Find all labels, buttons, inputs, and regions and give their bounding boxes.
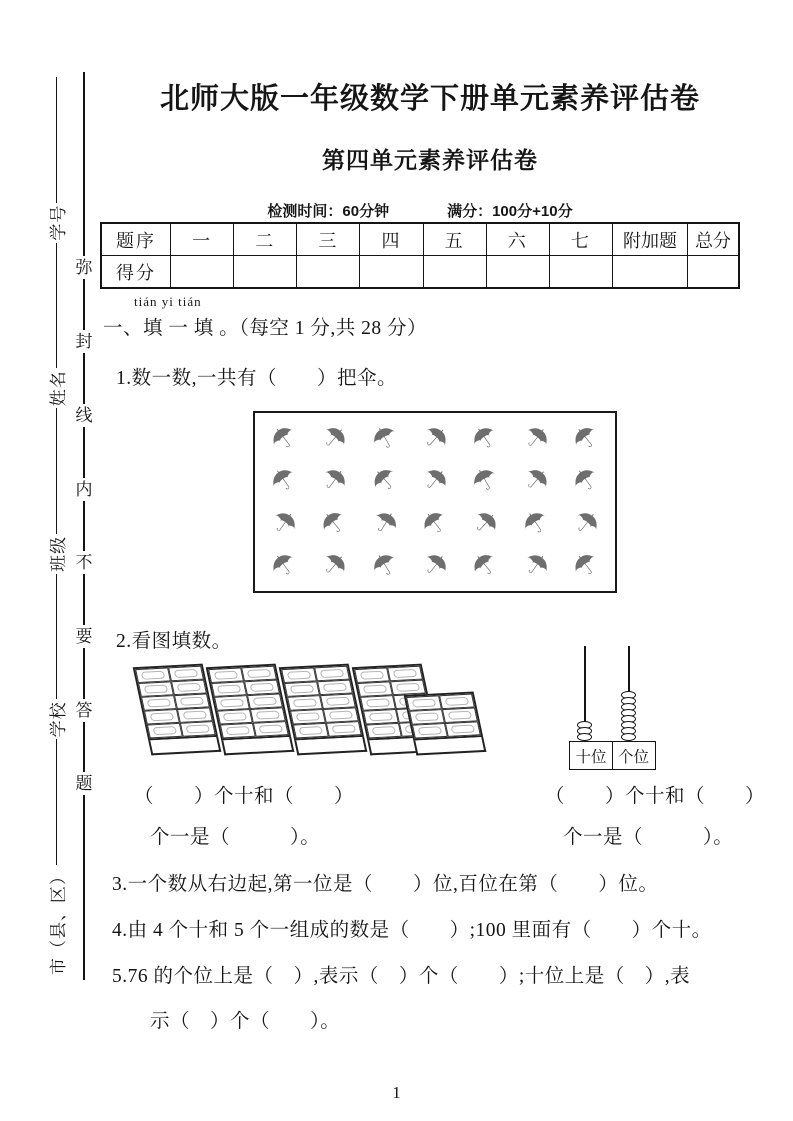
umbrella-cell (259, 417, 309, 460)
seal-field-blank-line (56, 408, 57, 534)
umbrella-cell (309, 460, 359, 503)
umbrella-icon: ☂ (515, 543, 557, 587)
seal-fields-column (38, 75, 74, 975)
block-cube (293, 723, 329, 739)
umbrella-icon: ☂ (514, 501, 556, 545)
score-cell-4 (360, 256, 423, 289)
seal-line-segment (83, 501, 85, 552)
seal-field-label: 市（县、区） (48, 867, 68, 975)
umbrella-icon: ☂ (414, 458, 457, 502)
block-cube (366, 723, 402, 739)
umbrella-icon: ☂ (364, 501, 406, 545)
score-cell-5 (423, 256, 486, 289)
umbrella-icon: ☂ (464, 416, 506, 460)
seal-char: 封 (75, 332, 93, 352)
score-col-6: 六 (486, 223, 549, 256)
umbrella-cell (410, 502, 460, 545)
abacus-bead (621, 733, 636, 741)
umbrella-cell (259, 545, 309, 588)
seal-char: 弥 (75, 258, 93, 278)
score-table-header-row (101, 223, 739, 256)
umbrella-cell (360, 545, 410, 588)
block-front-face (148, 737, 221, 756)
score-table-score-row (101, 256, 739, 289)
score-col-7: 七 (549, 223, 612, 256)
score-col-9: 总分 (688, 223, 740, 256)
seal-field-blank-line (56, 77, 57, 203)
score-col-2: 二 (234, 223, 297, 256)
block-cube (180, 721, 216, 737)
umbrella-icon: ☂ (263, 416, 305, 460)
score-cell-6 (486, 256, 549, 289)
score-table (100, 222, 740, 289)
umbrella-icon: ☂ (464, 543, 506, 587)
umbrella-icon: ☂ (564, 543, 607, 587)
block-cube (220, 723, 256, 739)
page-number: 1 (392, 1083, 401, 1102)
block-top-face (279, 664, 364, 741)
question-5-text-line2: 示（ ）个（ ）。 (150, 1011, 341, 1032)
score-cell-8 (613, 256, 688, 289)
umbrella-cell (259, 460, 309, 503)
question-4-text: 4.由 4 个十和 5 个一组成的数是（ ）;100 里面有（ ）个十。 (112, 920, 712, 941)
umbrella-cell (259, 502, 309, 545)
seal-line-segment (83, 648, 85, 699)
score-cell-2 (234, 256, 297, 289)
block-cube (253, 721, 289, 737)
score-col-5: 五 (423, 223, 486, 256)
base-ten-blocks-figure (142, 663, 487, 763)
umbrella-icon: ☂ (364, 544, 405, 587)
q2-right-blank-line1: （ ）个十和（ ） (545, 786, 766, 807)
seal-char: 内 (75, 479, 93, 499)
umbrella-cell (410, 460, 460, 503)
block-top-face (206, 664, 291, 741)
score-col-3: 三 (297, 223, 360, 256)
umbrella-cell (360, 502, 410, 545)
seal-field-blank-line (56, 243, 57, 369)
umbrella-icon: ☂ (465, 459, 505, 502)
umbrella-cell (410, 545, 460, 588)
umbrella-cell (460, 417, 510, 460)
block-cube (147, 723, 183, 739)
umbrella-icon: ☂ (364, 416, 405, 460)
umbrella-icon: ☂ (565, 458, 607, 502)
time-limit-label: 检测时间：60分钟 (267, 203, 390, 220)
q2-left-blank-line1: （ ）个十和（ ） (134, 786, 355, 807)
umbrella-cell (510, 545, 560, 588)
umbrella-icon: ☂ (414, 543, 457, 587)
score-col-8: 附加题 (613, 223, 688, 256)
score-col-1: 一 (171, 223, 234, 256)
abacus-tens-beads (577, 721, 593, 739)
block-top-face (404, 691, 484, 740)
umbrella-icon: ☂ (514, 458, 557, 502)
seal-line (74, 72, 94, 980)
block-front-face (413, 737, 486, 756)
umbrella-icon: ☂ (464, 501, 507, 545)
seal-char: 不 (75, 553, 93, 573)
seal-char: 题 (75, 774, 93, 794)
umbrella-cell (360, 417, 410, 460)
page-title: 北师大版一年级数学下册单元素养评估卷 (159, 83, 700, 115)
score-cell-3 (297, 256, 360, 289)
score-col-4: 四 (360, 223, 423, 256)
exam-subtitle: 第四单元素养评估卷 (322, 147, 538, 173)
umbrella-icon: ☂ (263, 543, 305, 587)
abacus-figure (556, 646, 668, 770)
block-front-face (221, 737, 294, 756)
seal-field-label: 姓名 (48, 370, 68, 407)
umbrella-cell (561, 502, 611, 545)
question-3-text: 3.一个数从右边起,第一位是（ ）位,百位在第（ ）位。 (112, 874, 659, 895)
umbrella-icon: ☂ (565, 501, 607, 545)
seal-field-blank-line (56, 574, 57, 700)
seal-line-segment (83, 279, 85, 330)
umbrella-cell (309, 502, 359, 545)
umbrella-cell (309, 417, 359, 460)
umbrella-icon: ☂ (414, 416, 457, 460)
block-cube (326, 721, 362, 737)
umbrella-figure (253, 411, 617, 593)
umbrella-cell (561, 460, 611, 503)
umbrella-cell (309, 545, 359, 588)
seal-line-segment (83, 722, 85, 773)
block-cube (445, 721, 481, 737)
score-cell-7 (549, 256, 612, 289)
block-cube (412, 723, 448, 739)
ones-block (404, 691, 487, 755)
seal-line-segment (83, 795, 85, 979)
question-1-text: 1.数一数,一共有（ ）把伞。 (116, 368, 398, 389)
abacus-ones-beads (621, 691, 637, 739)
question-2-text: 2.看图填数。 (116, 631, 232, 652)
umbrella-icon: ☂ (313, 543, 356, 587)
seal-char: 要 (75, 627, 93, 647)
seal-line-segment (83, 72, 85, 256)
ones-place-label: 个位 (612, 741, 656, 770)
seal-field-blank-line (56, 739, 57, 865)
pinyin-annotation: tián yi tián (134, 294, 202, 309)
block-top-face (133, 664, 218, 741)
abacus-bead (577, 733, 592, 741)
seal-field-label: 学校 (48, 701, 68, 738)
umbrella-icon: ☂ (413, 501, 456, 545)
umbrella-icon: ☂ (313, 501, 355, 545)
question-5-text-line1: 5.76 的个位上是（ ）,表示（ ）个（ ）;十位上是（ ）,表 (112, 966, 691, 987)
umbrella-cell (360, 460, 410, 503)
umbrella-cell (410, 417, 460, 460)
section-one-heading: 一、填 一 填 。（每空 1 分,共 28 分） (103, 318, 428, 339)
umbrella-cell (561, 417, 611, 460)
seal-line-segment (83, 353, 85, 404)
place-value-table (569, 741, 656, 770)
seal-line-segment (83, 574, 85, 625)
umbrella-cell (561, 545, 611, 588)
umbrella-cell (460, 545, 510, 588)
umbrella-cell (460, 502, 510, 545)
seal-char: 线 (75, 405, 93, 425)
score-cell-9 (688, 256, 740, 289)
q2-left-blank-line2: 个一是（ ）。 (150, 827, 321, 848)
q2-right-blank-line2: 个一是（ ）。 (563, 827, 734, 848)
exam-info-line (100, 200, 740, 221)
umbrella-cell (460, 460, 510, 503)
score-col-0: 题序 (101, 223, 171, 256)
umbrella-cell (510, 460, 560, 503)
seal-line-segment (83, 427, 85, 478)
umbrella-icon: ☂ (363, 459, 406, 502)
seal-char: 答 (75, 700, 93, 720)
umbrella-icon: ☂ (313, 416, 356, 460)
umbrella-icon: ☂ (564, 416, 607, 460)
umbrella-cell (510, 502, 560, 545)
umbrella-cell (510, 417, 560, 460)
block-front-face (294, 737, 367, 756)
tens-place-label: 十位 (569, 741, 613, 770)
full-score-label: 满分：100分+10分 (447, 203, 573, 220)
score-row-label: 得分 (101, 256, 171, 289)
score-cell-1 (171, 256, 234, 289)
umbrella-icon: ☂ (264, 501, 305, 545)
seal-field-label: 学号 (48, 204, 68, 241)
umbrella-icon: ☂ (314, 458, 356, 502)
seal-field-label: 班级 (48, 535, 68, 572)
umbrella-icon: ☂ (263, 458, 305, 502)
umbrella-icon: ☂ (515, 416, 557, 460)
